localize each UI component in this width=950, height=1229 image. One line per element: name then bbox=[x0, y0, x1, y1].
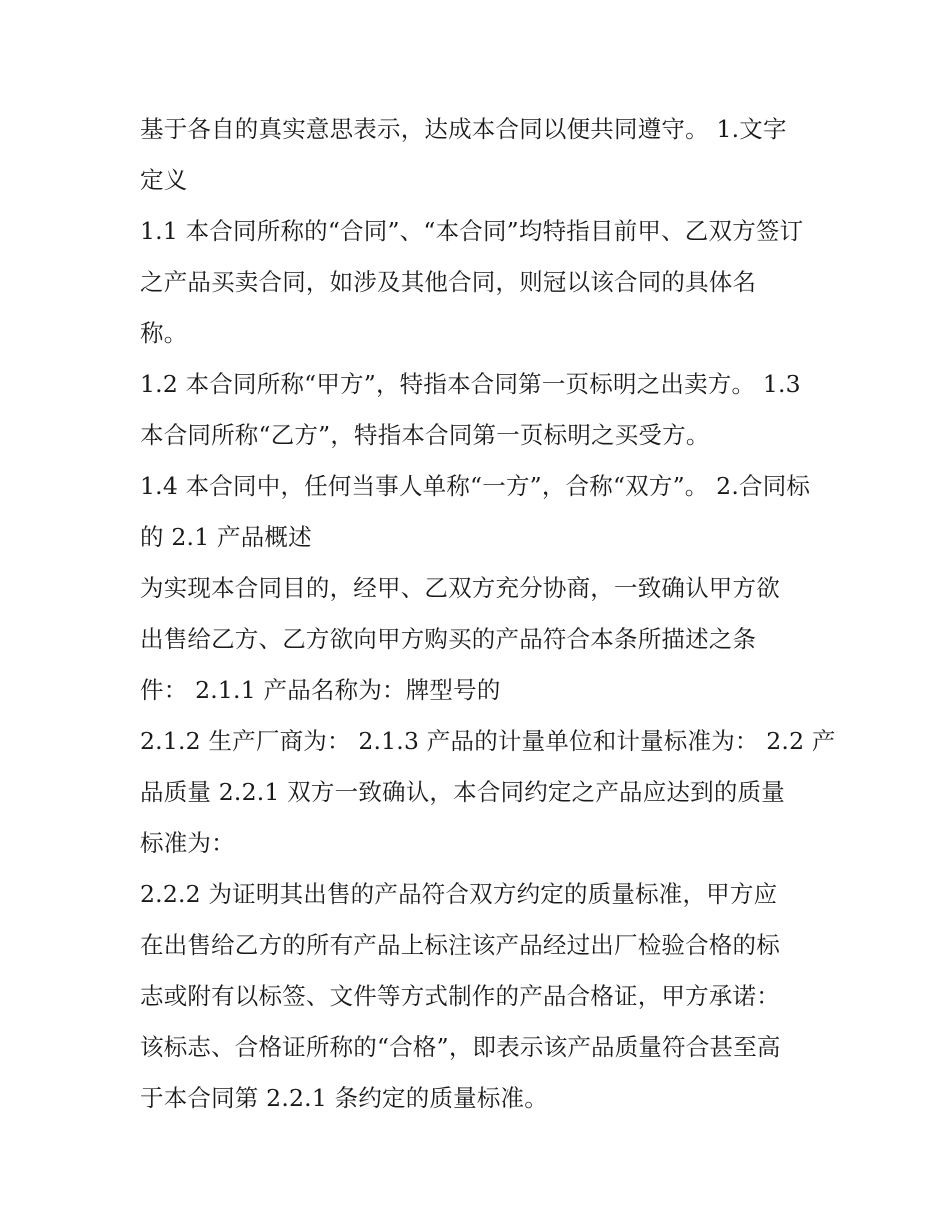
text-line: 基于各自的真实意思表示，达成本合同以便共同遵守。 1.文字 bbox=[140, 115, 787, 143]
contract-text-body bbox=[140, 104, 836, 1124]
text-line: 之产品买卖合同，如涉及其他合同，则冠以该合同的具体名 bbox=[140, 268, 757, 296]
text-line: 本合同所称“乙方”，特指本合同第一页标明之买受方。 bbox=[140, 421, 710, 449]
text-line: 志或附有以标签、文件等方式制作的产品合格证，甲方承诺： bbox=[140, 982, 780, 1010]
text-line: 为实现本合同目的，经甲、乙双方充分协商，一致确认甲方欲 bbox=[140, 574, 780, 602]
text-line: 1.1 本合同所称的“合同”、“本合同”均特指目前甲、乙双方签订 bbox=[140, 217, 804, 245]
text-line: 定义 bbox=[140, 166, 188, 194]
text-line: 件： 2.1.1 产品名称为：牌型号的 bbox=[140, 676, 501, 704]
text-line: 称。 bbox=[140, 319, 188, 347]
text-line: 标准为： bbox=[140, 829, 235, 857]
text-line: 1.2 本合同所称“甲方”，特指本合同第一页标明之出卖方。 1.3 bbox=[140, 370, 801, 398]
text-line: 于本合同第 2.2.1 条约定的质量标准。 bbox=[140, 1084, 548, 1112]
text-line: 该标志、合格证所称的“合格”，即表示该产品质量符合甚至高 bbox=[140, 1033, 781, 1061]
text-line: 2.1.2 生产厂商为： 2.1.3 产品的计量单位和计量标准为： 2.2 产 bbox=[140, 727, 836, 755]
text-line: 在出售给乙方的所有产品上标注该产品经过出厂检验合格的标 bbox=[140, 931, 780, 959]
text-line: 出售给乙方、乙方欲向甲方购买的产品符合本条所描述之条 bbox=[140, 625, 757, 653]
text-line: 2.2.2 为证明其出售的产品符合双方约定的质量标准，甲方应 bbox=[140, 880, 778, 908]
text-line: 品质量 2.2.1 双方一致确认，本合同约定之产品应达到的质量 bbox=[140, 778, 785, 806]
text-line: 的 2.1 产品概述 bbox=[140, 523, 312, 551]
text-line: 1.4 本合同中，任何当事人单称“一方”，合称“双方”。 2.合同标 bbox=[140, 472, 811, 500]
